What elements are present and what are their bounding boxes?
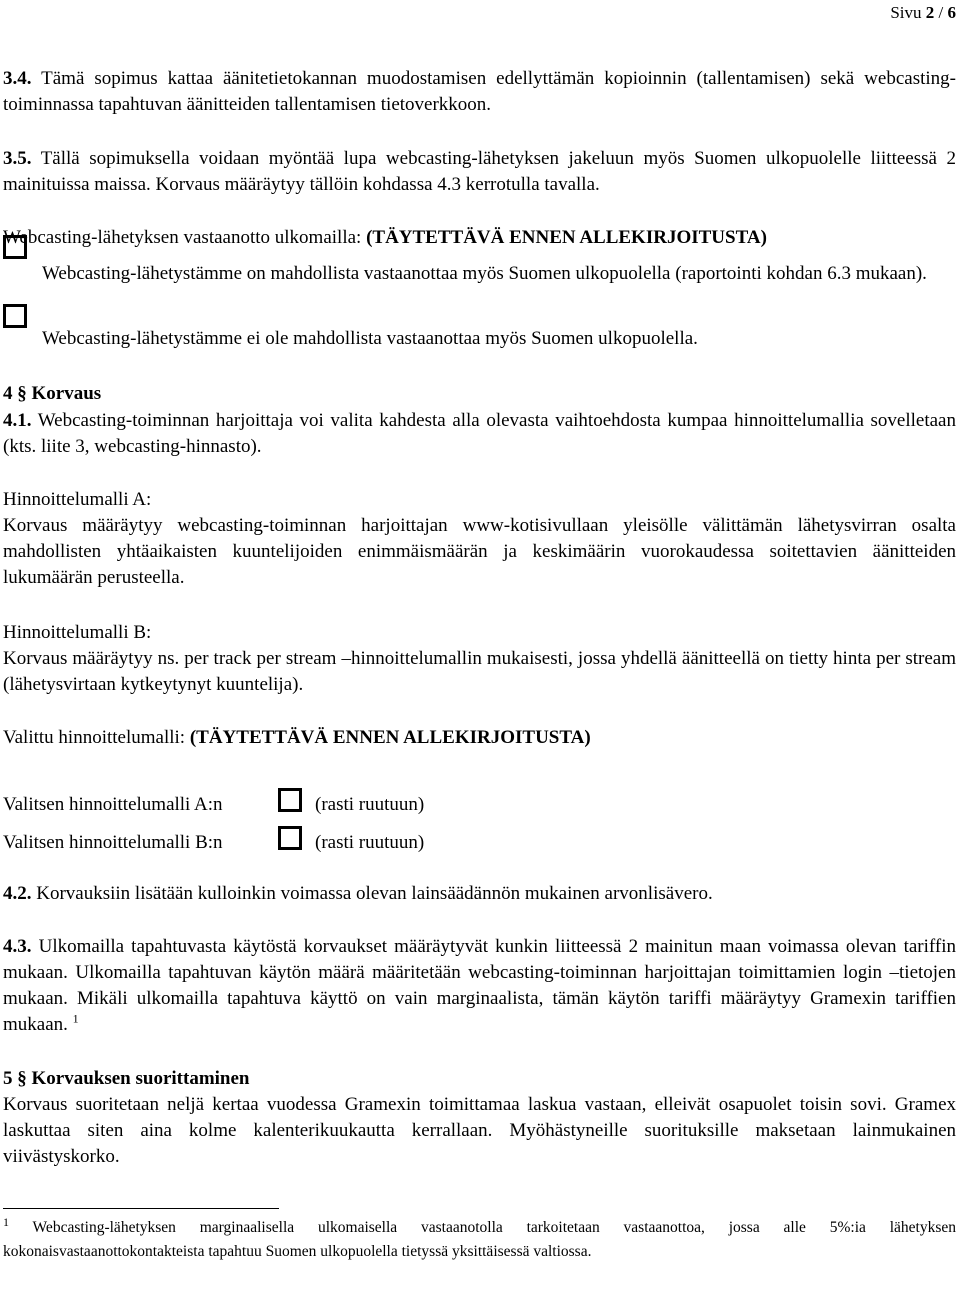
checkbox-model-b[interactable] <box>278 826 302 850</box>
section-4-1-paragraph <box>3 408 956 460</box>
heading-section-4 <box>3 381 956 407</box>
section-number: 3.4. <box>3 68 32 89</box>
checkbox-reception-domestic[interactable] <box>3 304 27 328</box>
footnote <box>3 1216 956 1264</box>
pick-hint: (rasti ruutuun) <box>315 794 425 815</box>
page-label: Sivu <box>890 3 922 22</box>
pricing-model-a-title: Hinnoittelumalli A: <box>3 489 152 510</box>
section-text: Ulkomailla tapahtuvasta käytöstä korvaukset määräytyvät kunkin liitteessä 2 mainitun maan voimassa olevan tariffin mukaan. Ulkomailla tapahtuvan käytön määrä määritetään webcasting-toiminnan harjoittajan toimittamien login –tietojen mukaan. Mikäli ulkomailla tapahtuva käyttö on vain marginaalista, tämän käytön tariffi määräytyy Gramexin tariffien mukaan. <box>3 936 957 1035</box>
chosen-model-heading <box>3 725 956 751</box>
section-4-title: 4 § Korvaus <box>3 383 102 404</box>
reception-option-abroad[interactable] <box>3 235 956 287</box>
section-number: 3.5. <box>3 148 32 169</box>
chosen-lead: Valittu hinnoittelumalli: <box>3 727 190 748</box>
section-text: Korvauksiin lisätään kulloinkin voimassa olevan lainsäädännön mukainen arvonlisävero. <box>36 883 713 904</box>
pricing-model-a-text: Korvaus määräytyy webcasting-toiminnan harjoittajan www-kotisivullaan yleisölle välittämän lähetysvirran osalta mahdollisten yhtäaikaisten kuuntelijoiden enimmäismäärän ja keskimäärin vuorokaudessa soitettavien äänitteiden lukumäärän perusteella. <box>3 515 956 588</box>
footnote-text <box>3 1216 956 1264</box>
pick-model-b-label: Valitsen hinnoittelumalli B:n <box>3 832 223 853</box>
section-3-4-paragraph <box>3 66 956 118</box>
reception-option-domestic[interactable] <box>3 304 956 352</box>
pick-hint: (rasti ruutuun) <box>315 832 425 853</box>
section-4-2-paragraph <box>3 881 956 907</box>
checkbox-reception-abroad[interactable] <box>3 235 27 259</box>
pick-model-b-row <box>3 826 424 856</box>
section-5-title: 5 § Korvauksen suorittaminen <box>3 1068 250 1089</box>
pricing-model-b-title: Hinnoittelumalli B: <box>3 622 152 643</box>
pricing-model-a <box>3 487 956 591</box>
section-4-3-paragraph <box>3 934 956 1038</box>
pick-model-a-row <box>3 788 424 818</box>
checkbox-model-a[interactable] <box>278 788 302 812</box>
section-number: 4.2. <box>3 883 32 904</box>
page-number <box>890 0 956 26</box>
section-4-1 <box>3 408 956 460</box>
section-4-3 <box>3 934 956 1038</box>
pick-model-a-label: Valitsen hinnoittelumalli A:n <box>3 794 223 815</box>
fill-before-signing-note: (TÄYTETTÄVÄ ENNEN ALLEKIRJOITUSTA) <box>366 227 767 248</box>
option-text: Webcasting-lähetystämme ei ole mahdollista vastaanottaa myös Suomen ulkopuolella. <box>42 328 698 349</box>
fill-before-signing-note: (TÄYTETTÄVÄ ENNEN ALLEKIRJOITUSTA) <box>189 727 591 748</box>
option-text: Webcasting-lähetystämme on mahdollista vastaanottaa myös Suomen ulkopuolella (raportointi kohdan 6.3 mukaan). <box>42 263 927 284</box>
chosen-model-heading-text <box>3 725 956 751</box>
current-page: 2 <box>925 3 935 22</box>
section-text: Webcasting-toiminnan harjoittaja voi valita kahdesta alla olevasta vaihtoehdosta kumpaa hinnoittelumallia sovelletaan (kts. liite 3, webcasting-hinnasto). <box>3 410 956 457</box>
section-5-text: Korvaus suoritetaan neljä kertaa vuodessa Gramexin toimittamaa laskua vastaan, elleivät osapuolet toisin sovi. Gramex laskuttaa siten aina kolme kalenterikuukautta kerrallaan. Myöhästyneille suorituksille maksetaan lainmukainen viivästyskorko. <box>3 1094 956 1167</box>
footnote-reference: 1 <box>72 1011 79 1026</box>
footnote-divider <box>3 1208 279 1209</box>
footnote-body: Webcasting-lähetyksen marginaalisella ulkomaisella vastaanotolla tarkoitetaan vastaanottoa, jossa alle 5%:ia lähetyksen kokonaisvastaanottokontakteista tapahtuu Suomen ulkopuolella tietyssä yksittäisessä valtiossa. <box>3 1219 956 1260</box>
section-3-4 <box>3 66 956 118</box>
footnote-number: 1 <box>3 1214 9 1229</box>
page-separator: / <box>938 3 944 22</box>
section-text: Tällä sopimuksella voidaan myöntää lupa webcasting-lähetyksen jakeluun myös Suomen ulkopuolelle liitteessä 2 mainituissa maissa. Korvaus määräytyy tällöin kohdassa 4.3 kerrotulla tavalla. <box>3 148 956 195</box>
section-number: 4.3. <box>3 936 32 957</box>
total-pages: 6 <box>947 3 956 22</box>
pricing-model-b <box>3 620 956 698</box>
section-4-2 <box>3 881 956 907</box>
section-5 <box>3 1066 956 1170</box>
reception-lead: Webcasting-lähetyksen vastaanotto ulkomailla: <box>3 227 367 248</box>
section-3-5-paragraph <box>3 146 956 198</box>
section-text: Tämä sopimus kattaa äänitetietokannan muodostamisen edellyttämän kopioinnin (tallentamisen) sekä webcasting-toiminnassa tapahtuvan äänitteiden tallentamisen tietoverkkoon. <box>3 68 956 115</box>
section-number: 4.1. <box>3 410 32 431</box>
pricing-model-b-text: Korvaus määräytyy ns. per track per stream –hinnoittelumallin mukaisesti, jossa yhdellä äänitteellä on tietty hinta per stream (lähetysvirtaan kytkeytynyt kuuntelija). <box>3 648 956 695</box>
section-3-5 <box>3 146 956 198</box>
